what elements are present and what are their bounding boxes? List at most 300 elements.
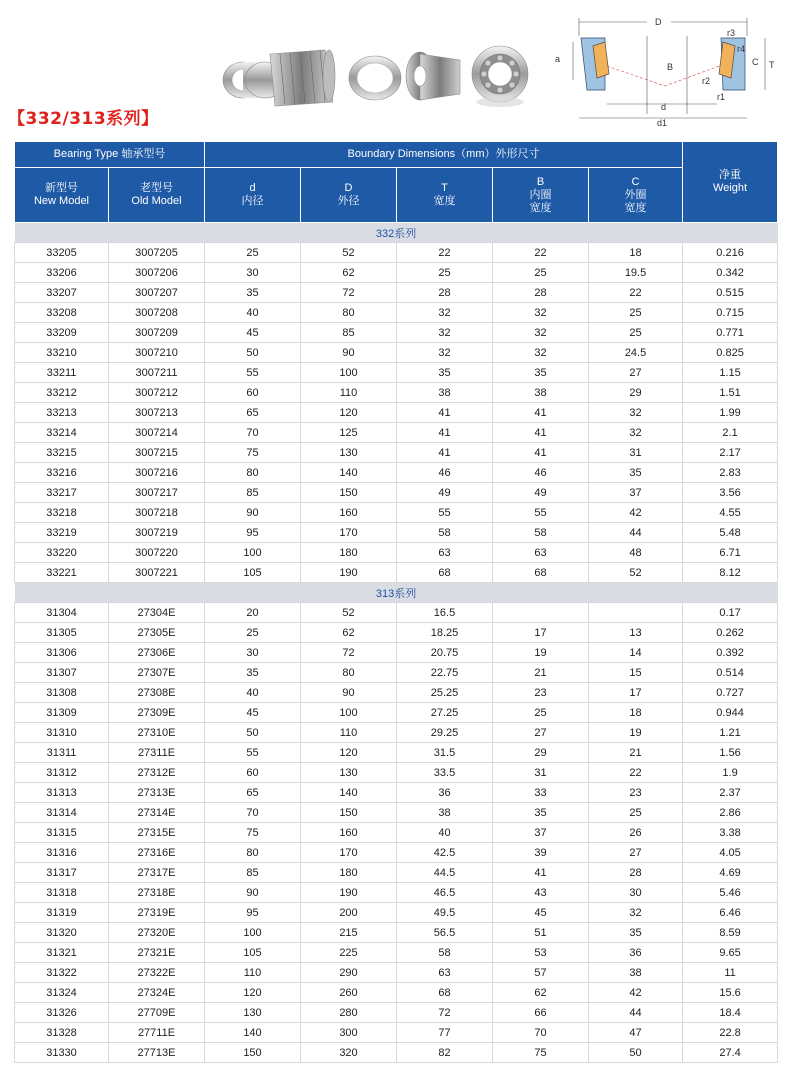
cell-T: 49	[397, 483, 493, 503]
cell-B: 32	[493, 343, 589, 363]
cell-old-model: 27319E	[109, 903, 205, 923]
cell-new-model: 31328	[15, 1023, 109, 1043]
cell-weight: 8.12	[683, 563, 778, 583]
header-D-symbol: D	[344, 182, 353, 194]
cell-new-model: 31313	[15, 783, 109, 803]
header-old-model	[109, 168, 205, 223]
cell-D: 62	[301, 263, 397, 283]
cell-C: 35	[589, 923, 683, 943]
cell-weight: 22.8	[683, 1023, 778, 1043]
header-bearing-type: Bearing Type 轴承型号	[15, 142, 205, 168]
cell-C: 44	[589, 523, 683, 543]
cell-d: 75	[205, 443, 301, 463]
cell-C: 28	[589, 863, 683, 883]
cell-D: 80	[301, 303, 397, 323]
bearing-photos-image	[215, 40, 535, 110]
header-d-symbol: d	[249, 182, 256, 194]
cell-d: 60	[205, 763, 301, 783]
cell-d: 95	[205, 903, 301, 923]
cell-old-model: 27311E	[109, 743, 205, 763]
cell-D: 140	[301, 783, 397, 803]
cell-B: 21	[493, 663, 589, 683]
cell-d: 95	[205, 523, 301, 543]
cell-B: 35	[493, 363, 589, 383]
cell-d: 80	[205, 463, 301, 483]
cell-T: 72	[397, 1003, 493, 1023]
dim-B-label: B	[667, 62, 674, 72]
cell-weight: 2.37	[683, 783, 778, 803]
cell-C: 27	[589, 363, 683, 383]
dim-C-label: C	[752, 57, 759, 67]
table-row	[15, 643, 778, 663]
cell-old-model: 27309E	[109, 703, 205, 723]
cell-d: 65	[205, 783, 301, 803]
cell-d: 90	[205, 503, 301, 523]
table-row	[15, 863, 778, 883]
cell-weight: 1.56	[683, 743, 778, 763]
cell-C: 52	[589, 563, 683, 583]
dim-D-label: D	[655, 17, 662, 27]
bearing-spec-table	[14, 141, 778, 1063]
cell-new-model: 33218	[15, 503, 109, 523]
cell-old-model: 3007211	[109, 363, 205, 383]
cell-T: 41	[397, 423, 493, 443]
cell-new-model: 31324	[15, 983, 109, 1003]
cell-T: 27.25	[397, 703, 493, 723]
cell-new-model: 31326	[15, 1003, 109, 1023]
cell-B: 43	[493, 883, 589, 903]
cell-weight: 3.56	[683, 483, 778, 503]
cell-D: 180	[301, 863, 397, 883]
cell-D: 160	[301, 823, 397, 843]
cell-weight: 27.4	[683, 1043, 778, 1063]
cell-old-model: 27314E	[109, 803, 205, 823]
cell-B: 53	[493, 943, 589, 963]
cell-D: 100	[301, 703, 397, 723]
cell-old-model: 27306E	[109, 643, 205, 663]
header-C-label-1: 外圈	[624, 188, 647, 201]
cell-d: 25	[205, 243, 301, 263]
table-row	[15, 623, 778, 643]
cell-d: 75	[205, 823, 301, 843]
cell-B: 19	[493, 643, 589, 663]
cell-old-model: 27316E	[109, 843, 205, 863]
cell-old-model: 3007221	[109, 563, 205, 583]
header-T-label: 宽度	[433, 195, 456, 207]
cell-d: 100	[205, 543, 301, 563]
cell-old-model: 27709E	[109, 1003, 205, 1023]
cell-new-model: 33220	[15, 543, 109, 563]
header-weight	[683, 142, 778, 223]
cell-weight: 1.15	[683, 363, 778, 383]
cell-d: 45	[205, 323, 301, 343]
cell-B: 51	[493, 923, 589, 943]
cell-d: 130	[205, 1003, 301, 1023]
cell-d: 55	[205, 363, 301, 383]
page-title: 【332/313系列】	[8, 109, 159, 129]
cell-d: 80	[205, 843, 301, 863]
cell-C: 22	[589, 283, 683, 303]
cell-new-model: 33217	[15, 483, 109, 503]
cell-D: 85	[301, 323, 397, 343]
cell-old-model: 27308E	[109, 683, 205, 703]
cell-new-model: 31304	[15, 603, 109, 623]
cell-C: 38	[589, 963, 683, 983]
cell-B: 22	[493, 243, 589, 263]
cell-new-model: 31307	[15, 663, 109, 683]
cell-old-model: 3007217	[109, 483, 205, 503]
cell-B: 35	[493, 803, 589, 823]
cell-B: 28	[493, 283, 589, 303]
cell-C: 24.5	[589, 343, 683, 363]
cell-T: 55	[397, 503, 493, 523]
dim-r3-label: r3	[727, 28, 736, 38]
cell-weight: 2.86	[683, 803, 778, 823]
cell-T: 58	[397, 523, 493, 543]
cell-B: 25	[493, 263, 589, 283]
cell-T: 41	[397, 403, 493, 423]
cell-D: 90	[301, 683, 397, 703]
cell-new-model: 31314	[15, 803, 109, 823]
table-row	[15, 283, 778, 303]
cell-D: 90	[301, 343, 397, 363]
cell-C: 48	[589, 543, 683, 563]
cell-T: 46.5	[397, 883, 493, 903]
cell-D: 52	[301, 243, 397, 263]
cell-d: 50	[205, 343, 301, 363]
header-old-model-en: Old Model	[131, 195, 182, 207]
cell-old-model: 3007214	[109, 423, 205, 443]
cell-C: 32	[589, 423, 683, 443]
cell-new-model: 31317	[15, 863, 109, 883]
cell-C: 30	[589, 883, 683, 903]
cell-D: 190	[301, 563, 397, 583]
cell-T: 56.5	[397, 923, 493, 943]
cell-D: 72	[301, 643, 397, 663]
cell-weight: 0.771	[683, 323, 778, 343]
cell-d: 90	[205, 883, 301, 903]
cell-new-model: 33216	[15, 463, 109, 483]
cell-weight: 8.59	[683, 923, 778, 943]
table-row	[15, 443, 778, 463]
cell-B: 41	[493, 443, 589, 463]
cell-old-model: 3007207	[109, 283, 205, 303]
cell-weight: 1.99	[683, 403, 778, 423]
table-row	[15, 683, 778, 703]
header-new-model-en: New Model	[33, 195, 90, 207]
cell-d: 25	[205, 623, 301, 643]
cell-T: 36	[397, 783, 493, 803]
header-T-symbol: T	[441, 182, 448, 194]
cell-weight: 1.21	[683, 723, 778, 743]
cell-weight: 0.825	[683, 343, 778, 363]
cell-new-model: 33208	[15, 303, 109, 323]
cell-old-model: 27713E	[109, 1043, 205, 1063]
table-row	[15, 463, 778, 483]
cell-new-model: 33215	[15, 443, 109, 463]
dim-d1-label: d1	[657, 118, 668, 128]
cell-weight: 1.9	[683, 763, 778, 783]
cell-d: 35	[205, 283, 301, 303]
header-weight-cn: 净重	[719, 169, 742, 181]
cell-d: 70	[205, 803, 301, 823]
cell-T: 16.5	[397, 603, 493, 623]
cell-C: 36	[589, 943, 683, 963]
cell-T: 63	[397, 543, 493, 563]
table-row	[15, 743, 778, 763]
header-B-symbol: B	[536, 175, 545, 188]
table-row	[15, 903, 778, 923]
header-boundary-dimensions: Boundary Dimensions（mm）外形尺寸	[205, 142, 683, 168]
dim-r1-label: r1	[717, 92, 726, 102]
table-row	[15, 343, 778, 363]
cell-weight: 0.944	[683, 703, 778, 723]
cell-D: 280	[301, 1003, 397, 1023]
cell-C: 25	[589, 323, 683, 343]
cell-old-model: 27320E	[109, 923, 205, 943]
group-label: 313系列	[15, 583, 778, 603]
cell-C: 42	[589, 503, 683, 523]
cell-C	[589, 603, 683, 623]
cell-D: 125	[301, 423, 397, 443]
cell-weight: 5.48	[683, 523, 778, 543]
dim-r4-label: r4	[737, 44, 746, 54]
header-B-label-1: 内圈	[529, 188, 552, 201]
cell-C: 29	[589, 383, 683, 403]
cell-old-model: 27305E	[109, 623, 205, 643]
table-row	[15, 823, 778, 843]
cell-B: 55	[493, 503, 589, 523]
table-row	[15, 763, 778, 783]
table-row	[15, 503, 778, 523]
header-B-label-2: 宽度	[529, 201, 552, 214]
cell-T: 31.5	[397, 743, 493, 763]
dim-d-label: d	[661, 102, 667, 112]
header-D	[301, 168, 397, 223]
cell-T: 46	[397, 463, 493, 483]
cell-C: 27	[589, 843, 683, 863]
cell-D: 170	[301, 523, 397, 543]
cell-D: 80	[301, 663, 397, 683]
cell-D: 52	[301, 603, 397, 623]
cell-weight: 0.216	[683, 243, 778, 263]
cell-C: 18	[589, 243, 683, 263]
cell-weight: 0.715	[683, 303, 778, 323]
table-row	[15, 523, 778, 543]
cell-D: 160	[301, 503, 397, 523]
cell-T: 77	[397, 1023, 493, 1043]
cell-new-model: 33207	[15, 283, 109, 303]
cell-new-model: 33206	[15, 263, 109, 283]
cell-T: 32	[397, 343, 493, 363]
cell-B: 45	[493, 903, 589, 923]
cell-B: 62	[493, 983, 589, 1003]
cell-T: 28	[397, 283, 493, 303]
cell-B: 17	[493, 623, 589, 643]
cell-C: 35	[589, 463, 683, 483]
table-row	[15, 543, 778, 563]
cell-weight: 0.342	[683, 263, 778, 283]
cell-B: 49	[493, 483, 589, 503]
dim-a-label: a	[555, 54, 561, 64]
cell-d: 85	[205, 863, 301, 883]
cell-B: 33	[493, 783, 589, 803]
cell-B: 32	[493, 323, 589, 343]
cell-T: 68	[397, 563, 493, 583]
cell-old-model: 3007209	[109, 323, 205, 343]
cell-d: 50	[205, 723, 301, 743]
cell-new-model: 31320	[15, 923, 109, 943]
table-row	[15, 603, 778, 623]
cell-old-model: 27313E	[109, 783, 205, 803]
cell-new-model: 31330	[15, 1043, 109, 1063]
cell-D: 72	[301, 283, 397, 303]
cell-C: 13	[589, 623, 683, 643]
cell-new-model: 33211	[15, 363, 109, 383]
cell-T: 18.25	[397, 623, 493, 643]
cell-D: 120	[301, 743, 397, 763]
cell-weight: 11	[683, 963, 778, 983]
cell-new-model: 33214	[15, 423, 109, 443]
cell-C: 22	[589, 763, 683, 783]
header-C	[589, 168, 683, 223]
cell-C: 18	[589, 703, 683, 723]
cell-T: 32	[397, 303, 493, 323]
cell-C: 19	[589, 723, 683, 743]
table-row	[15, 363, 778, 383]
cell-C: 25	[589, 303, 683, 323]
cell-weight: 0.392	[683, 643, 778, 663]
cell-old-model: 27304E	[109, 603, 205, 623]
cell-new-model: 33209	[15, 323, 109, 343]
table-row	[15, 883, 778, 903]
cell-new-model: 33213	[15, 403, 109, 423]
cell-new-model: 31312	[15, 763, 109, 783]
cell-B: 29	[493, 743, 589, 763]
cell-old-model: 3007220	[109, 543, 205, 563]
cell-T: 63	[397, 963, 493, 983]
cell-old-model: 3007215	[109, 443, 205, 463]
cell-weight: 2.17	[683, 443, 778, 463]
header-old-model-cn: 老型号	[140, 182, 173, 194]
dim-r2-label: r2	[702, 76, 711, 86]
cell-T: 29.25	[397, 723, 493, 743]
cell-d: 40	[205, 683, 301, 703]
cell-new-model: 33221	[15, 563, 109, 583]
table-row	[15, 383, 778, 403]
cell-D: 190	[301, 883, 397, 903]
table-row	[15, 263, 778, 283]
cell-d: 60	[205, 383, 301, 403]
cell-old-model: 3007208	[109, 303, 205, 323]
cell-weight: 4.55	[683, 503, 778, 523]
table-row	[15, 303, 778, 323]
header-new-model-cn: 新型号	[45, 182, 78, 194]
cell-weight: 4.05	[683, 843, 778, 863]
cell-C: 32	[589, 903, 683, 923]
cell-T: 25	[397, 263, 493, 283]
cell-d: 85	[205, 483, 301, 503]
cell-D: 260	[301, 983, 397, 1003]
header-D-label: 外径	[337, 195, 360, 207]
cell-T: 40	[397, 823, 493, 843]
cell-B: 63	[493, 543, 589, 563]
cell-B: 58	[493, 523, 589, 543]
cell-d: 55	[205, 743, 301, 763]
page-header	[0, 0, 790, 140]
cell-new-model: 33212	[15, 383, 109, 403]
group-header-row	[15, 223, 778, 243]
cell-T: 25.25	[397, 683, 493, 703]
cell-old-model: 3007210	[109, 343, 205, 363]
cell-D: 320	[301, 1043, 397, 1063]
cell-C: 23	[589, 783, 683, 803]
table-row	[15, 243, 778, 263]
cell-D: 120	[301, 403, 397, 423]
cell-D: 170	[301, 843, 397, 863]
cell-old-model: 27711E	[109, 1023, 205, 1043]
cell-C: 32	[589, 403, 683, 423]
cell-weight: 6.46	[683, 903, 778, 923]
cell-C: 17	[589, 683, 683, 703]
cell-C: 21	[589, 743, 683, 763]
cell-weight: 6.71	[683, 543, 778, 563]
cell-D: 300	[301, 1023, 397, 1043]
cell-T: 38	[397, 383, 493, 403]
cell-d: 45	[205, 703, 301, 723]
cell-C: 31	[589, 443, 683, 463]
cell-new-model: 31309	[15, 703, 109, 723]
cell-B: 23	[493, 683, 589, 703]
cell-C: 47	[589, 1023, 683, 1043]
cell-D: 110	[301, 383, 397, 403]
table-row	[15, 1023, 778, 1043]
cell-D: 215	[301, 923, 397, 943]
cell-B: 75	[493, 1043, 589, 1063]
cell-B: 41	[493, 863, 589, 883]
cell-T: 82	[397, 1043, 493, 1063]
cell-weight: 3.38	[683, 823, 778, 843]
cell-T: 32	[397, 323, 493, 343]
table-row	[15, 983, 778, 1003]
cell-B: 31	[493, 763, 589, 783]
cell-weight: 0.514	[683, 663, 778, 683]
table-row	[15, 403, 778, 423]
cell-old-model: 27310E	[109, 723, 205, 743]
cell-B	[493, 603, 589, 623]
bearing-section-diagram	[547, 10, 787, 130]
cell-C: 15	[589, 663, 683, 683]
header-C-symbol: C	[631, 175, 640, 188]
cell-d: 120	[205, 983, 301, 1003]
cell-weight: 9.65	[683, 943, 778, 963]
cell-new-model: 31315	[15, 823, 109, 843]
cell-T: 44.5	[397, 863, 493, 883]
cell-new-model: 31319	[15, 903, 109, 923]
cell-new-model: 31322	[15, 963, 109, 983]
cell-B: 25	[493, 703, 589, 723]
cell-T: 42.5	[397, 843, 493, 863]
cell-weight: 4.69	[683, 863, 778, 883]
table-row	[15, 423, 778, 443]
cell-weight: 1.51	[683, 383, 778, 403]
table-row	[15, 703, 778, 723]
cell-d: 100	[205, 923, 301, 943]
cell-new-model: 31310	[15, 723, 109, 743]
cell-D: 110	[301, 723, 397, 743]
cell-d: 30	[205, 263, 301, 283]
cell-B: 57	[493, 963, 589, 983]
